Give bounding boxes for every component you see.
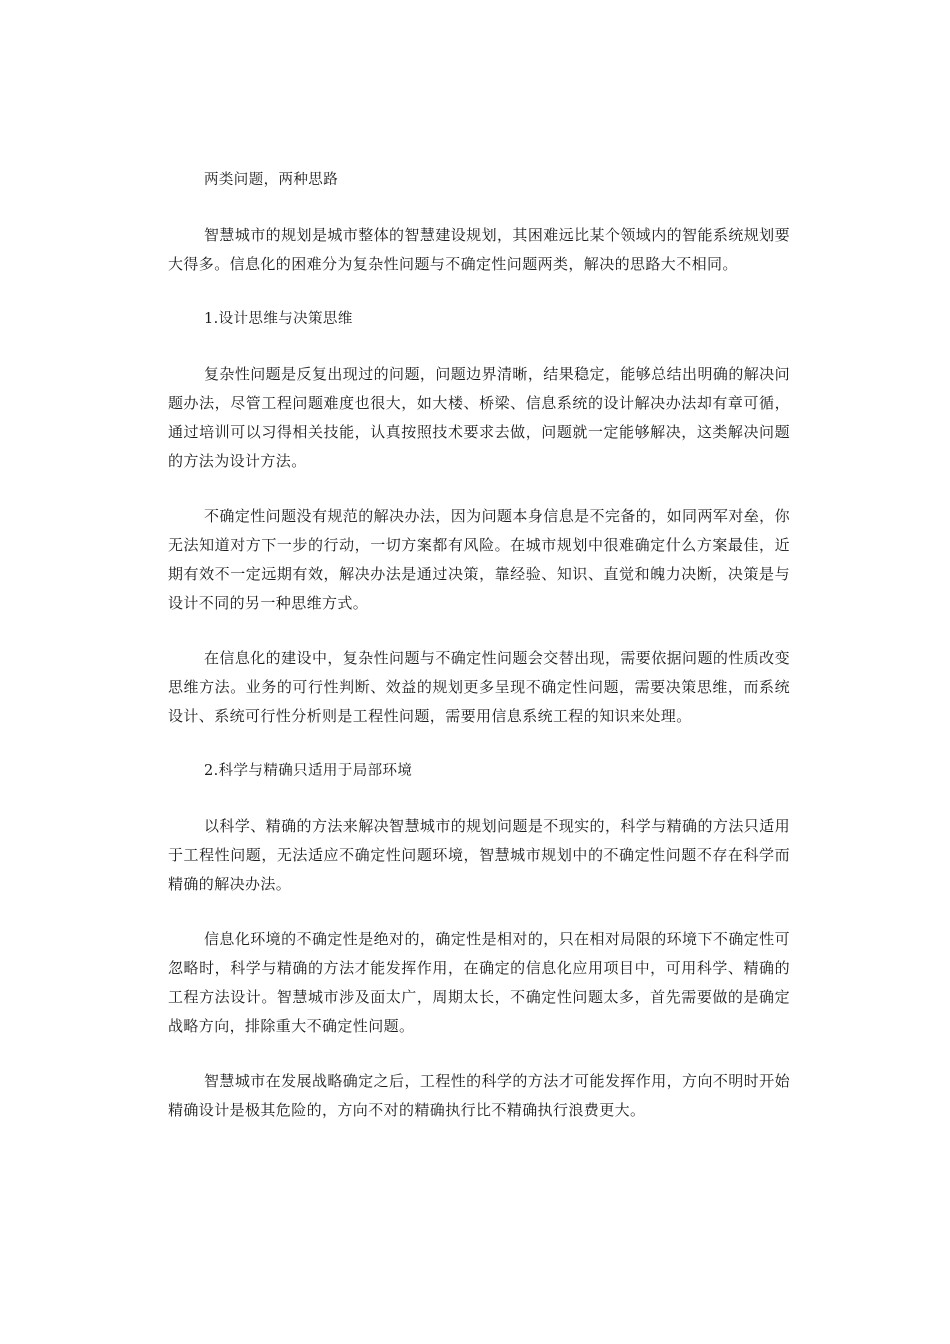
subheading-science-precision: 2.科学与精确只适用于局部环境 [204, 763, 413, 779]
paragraph-uncertain-problems: 不确定性问题没有规范的解决办法，因为问题本身信息是不完备的，如同两军对垒，你无法知道对方下一步的行动，一切方案都有风险。在城市规划中很难确定什么方案最佳，近期有效不一定远期有效，解决办法是通过决策，靠经验、知识、直觉和魄力决断，决策是与设计不同的另一种思维方式。 [168, 507, 790, 612]
document-body [168, 166, 790, 1125]
paragraph-alternating-problems: 在信息化的建设中，复杂性问题与不确定性问题会交替出现，需要依据问题的性质改变思维方法。业务的可行性判断、效益的规划更多呈现不确定性问题，需要决策思维，而系统设计、系统可行性分析则是工程性问题，需要用信息系统工程的知识来处理。 [168, 649, 790, 725]
paragraph-science-limits: 以科学、精确的方法来解决智慧城市的规划问题是不现实的，科学与精确的方法只适用于工程性问题，无法适应不确定性问题环境，智慧城市规划中的不确定性问题不存在科学而精确的解决办法。 [168, 817, 790, 893]
paragraph-uncertainty-absolute: 信息化环境的不确定性是绝对的，确定性是相对的，只在相对局限的环境下不确定性可忽略时，科学与精确的方法才能发挥作用，在确定的信息化应用项目中，可用科学、精确的工程方法设计。智慧城市涉及面太广，周期太长，不确定性问题太多，首先需要做的是确定战略方向，排除重大不确定性问题。 [168, 930, 790, 1035]
paragraph-intro: 智慧城市的规划是城市整体的智慧建设规划，其困难远比某个领域内的智能系统规划要大得多。信息化的困难分为复杂性问题与不确定性问题两类，解决的思路大不相同。 [168, 226, 790, 273]
section-title: 两类问题，两种思路 [204, 172, 339, 188]
paragraph-complex-problems: 复杂性问题是反复出现过的问题，问题边界清晰，结果稳定，能够总结出明确的解决问题办法，尽管工程问题难度也很大，如大楼、桥梁、信息系统的设计解决办法却有章可循，通过培训可以习得相关技能，认真按照技术要求去做，问题就一定能够解决，这类解决问题的方法为设计方法。 [168, 365, 790, 470]
subheading-design-vs-decision: 1.设计思维与决策思维 [204, 311, 353, 327]
paragraph-strategy-first: 智慧城市在发展战略确定之后，工程性的科学的方法才可能发挥作用，方向不明时开始精确设计是极其危险的，方向不对的精确执行比不精确执行浪费更大。 [168, 1072, 790, 1119]
